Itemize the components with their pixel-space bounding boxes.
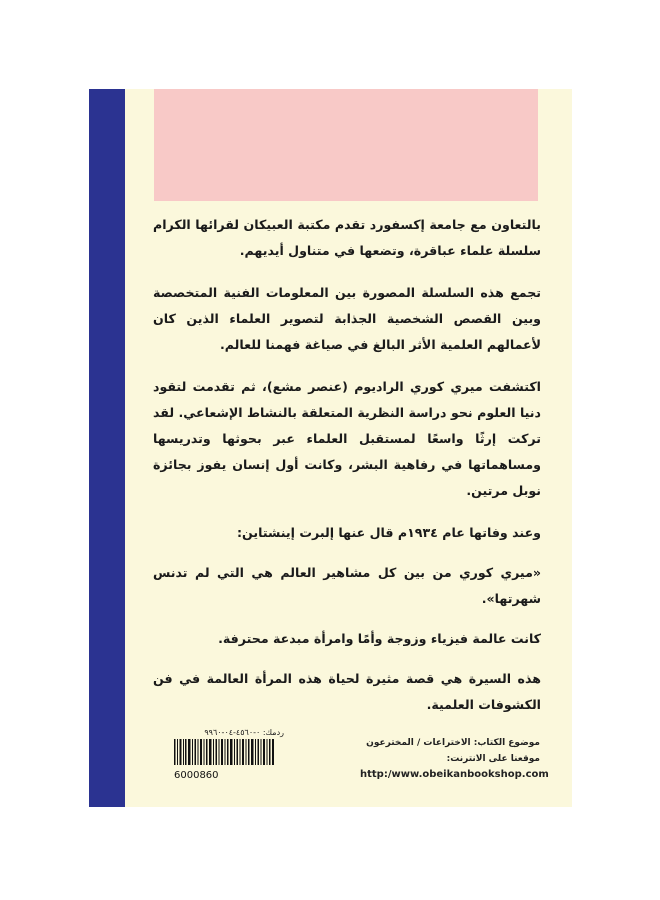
blurb-paragraph-curie: اكتشفت ميري كوري الراديوم (عنصر مشع)، ثم تقدمت لتقود دنيا العلوم نحو دراسة النظرية المتعلقة بالنشاط الإشعاعي. لقد تركت إرثًا واسعًا لمستقبل العلماء عبر بحوثها وتدريسها ومساهماتها في رفاهية البشر، وكانت أول إنسان يفوز بجائزة نوبل مرتين. (153, 379, 541, 498)
blurb-paragraph-quote: «ميري كوري من بين كل مشاهير العالم هي التي لم تدنس شهرتها». (153, 565, 541, 606)
book-spine (89, 89, 125, 807)
isbn-label: ردمك: ٠-٤٥٦٠-٠٤-٩٩٦٠ (204, 728, 284, 737)
barcode-icon (174, 739, 274, 765)
blurb-paragraph-intro: بالتعاون مع جامعة إكسفورد تقدم مكتبة العبيكان لقرائها الكرام سلسلة علماء عباقرة، وتضعها في متناول أيديهم. (153, 217, 541, 258)
barcode-block (174, 728, 284, 781)
book-subject: موضوع الكتاب: الاختراعات / المخترعون (366, 738, 540, 748)
blurb-paragraph-series: تجمع هذه السلسلة المصورة بين المعلومات الفنية المتخصصة وبين القصص الشخصية الجذابة لتصوير العلماء الذين كان لأعمالهم العلمية الأثر البالغ في صياغة فهمنا للعالم. (153, 285, 541, 352)
publisher-info (360, 735, 549, 783)
cover-color-panel (154, 89, 538, 201)
blurb-paragraph-roles: كانت عالمة فيزياء وزوجة وأمًا وامرأة مبدعة محترفة. (218, 631, 541, 646)
blurb-paragraph-summary: هذه السيرة هي قصة مثيرة لحياة هذه المرأة العالمة في فن الكشوفات العلمية. (153, 671, 541, 712)
cover-blurb (153, 212, 541, 734)
website-url: http:/www.obeikanbookshop.com (360, 769, 549, 780)
blurb-paragraph-death: وعند وفاتها عام ١٩٣٤م قال عنها إلبرت إينشتاين: (237, 525, 541, 540)
barcode-number: 6000860 (174, 770, 219, 781)
website-label: موقعنا على الانترنت: (446, 754, 540, 764)
